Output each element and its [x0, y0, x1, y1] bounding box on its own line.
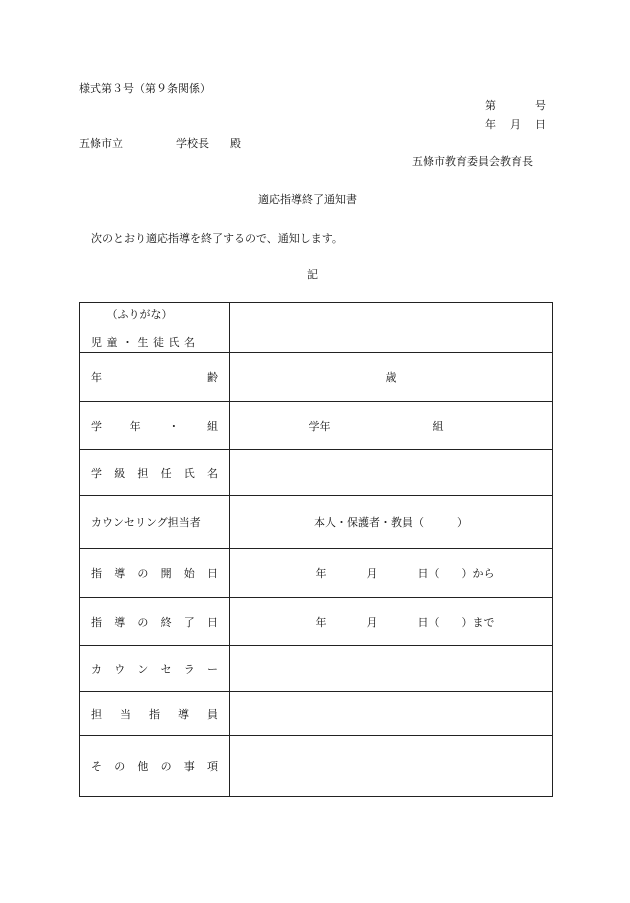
row-student-name [80, 303, 553, 353]
label-age [80, 353, 230, 402]
label-char: ・ [168, 419, 180, 433]
label-char: 項 [206, 760, 218, 773]
label-char: セ [160, 662, 172, 676]
label-char: 児 [91, 335, 102, 349]
recipient-city: 五條市立 [79, 137, 123, 150]
sender: 五條市教育委員会教育長 [412, 155, 533, 168]
value-instructor[interactable] [230, 692, 553, 736]
label-char: 級 [114, 466, 126, 480]
age-unit: 歳 [385, 371, 397, 384]
recipient-title: 学校長 [176, 137, 209, 150]
label-char: の [137, 567, 149, 580]
furigana-label: （ふりがな） [106, 307, 173, 321]
label-char: の [114, 760, 126, 773]
end-month-unit: 月 [366, 615, 378, 629]
label-char: ラ [183, 662, 195, 676]
label-homeroom-teacher [80, 450, 230, 496]
label-char: 了 [183, 615, 195, 629]
label-char: 導 [114, 615, 126, 629]
document-title: 適応指導終了通知書 [258, 193, 357, 206]
label-char: 事 [183, 760, 195, 773]
label-char: 徒 [153, 335, 164, 349]
row-instructor [80, 692, 553, 736]
label-char: 開 [160, 567, 172, 580]
row-counselor [80, 646, 553, 692]
label-char: 名 [184, 335, 195, 349]
label-char: 始 [183, 567, 195, 580]
date-year: 年 [485, 118, 496, 131]
label-char: 当 [120, 707, 131, 721]
label-char: 指 [91, 567, 102, 580]
value-homeroom-teacher[interactable] [230, 450, 553, 496]
label-char: ン [137, 662, 149, 676]
start-day-suffix: 日（ ）から [417, 567, 495, 580]
label-char: 学 [91, 419, 102, 433]
label-char: の [137, 615, 149, 629]
form-table [79, 302, 553, 797]
label-counselor [80, 646, 230, 692]
row-other [80, 736, 553, 797]
start-month-unit: 月 [366, 567, 378, 580]
label-start-date [80, 549, 230, 598]
label-char: 員 [207, 707, 218, 721]
doc-number-label: 第 [485, 99, 496, 112]
label-char: ・ [122, 335, 133, 349]
label-char: ウ [114, 662, 126, 676]
label-char: 導 [114, 567, 126, 580]
row-end-date [80, 598, 553, 646]
date-day: 日 [535, 118, 546, 131]
doc-number-suffix: 号 [535, 99, 546, 112]
recipient-honorific: 殿 [230, 137, 241, 150]
counseling-options: 本人・保護者・教員（ ） [314, 516, 468, 529]
value-student-name[interactable] [230, 303, 553, 353]
row-grade-class [80, 402, 553, 450]
label-char: ー [206, 662, 218, 676]
row-homeroom-teacher [80, 450, 553, 496]
label-other [80, 736, 230, 797]
label-char: 担 [91, 707, 102, 721]
label-grade-class [80, 402, 230, 450]
label-char: 生 [137, 335, 149, 349]
value-end-date[interactable] [230, 598, 553, 646]
value-age[interactable] [230, 353, 553, 402]
label-char: 指 [149, 707, 160, 721]
end-day-suffix: 日（ ）まで [417, 615, 495, 629]
label-char: 導 [178, 707, 189, 721]
label-char: 指 [91, 615, 102, 629]
row-age [80, 353, 553, 402]
label-char: 他 [137, 760, 149, 773]
value-other[interactable] [230, 736, 553, 797]
label-char: そ [91, 760, 102, 773]
label-char: 日 [206, 615, 218, 629]
form-number: 様式第３号（第９条関係） [79, 82, 211, 95]
label-char: 氏 [168, 335, 180, 349]
label-char: カ [91, 662, 102, 676]
label-char: 齢 [207, 371, 218, 384]
label-counseling [80, 496, 230, 549]
value-start-date[interactable] [230, 549, 553, 598]
class-unit: 組 [432, 419, 444, 433]
label-char: 童 [106, 335, 118, 349]
label-char: 年 [91, 371, 102, 384]
grade-unit: 学年 [308, 419, 331, 433]
value-counselor[interactable] [230, 646, 553, 692]
label-student-name [80, 303, 230, 353]
label-char: 氏 [183, 466, 195, 480]
label-char: 年 [129, 419, 141, 433]
end-year-unit: 年 [315, 615, 327, 629]
document-body: 次のとおり適応指導を終了するので、通知します。 [91, 232, 343, 245]
value-grade-class[interactable] [230, 402, 553, 450]
label-char: 学 [91, 466, 102, 480]
label-end-date [80, 598, 230, 646]
label-char: の [160, 760, 172, 773]
counseling-label: カウンセリング担当者 [91, 516, 201, 529]
row-counseling [80, 496, 553, 549]
label-char: 日 [206, 567, 218, 580]
start-year-unit: 年 [315, 567, 327, 580]
label-char: 終 [160, 615, 172, 629]
label-instructor [80, 692, 230, 736]
value-counseling[interactable] [230, 496, 553, 549]
label-char: 名 [206, 466, 218, 480]
row-start-date [80, 549, 553, 598]
date-month: 月 [510, 118, 521, 131]
label-char: 担 [137, 466, 149, 480]
ki-label: 記 [307, 268, 318, 281]
label-char: 任 [160, 466, 172, 480]
label-char: 組 [206, 419, 218, 433]
